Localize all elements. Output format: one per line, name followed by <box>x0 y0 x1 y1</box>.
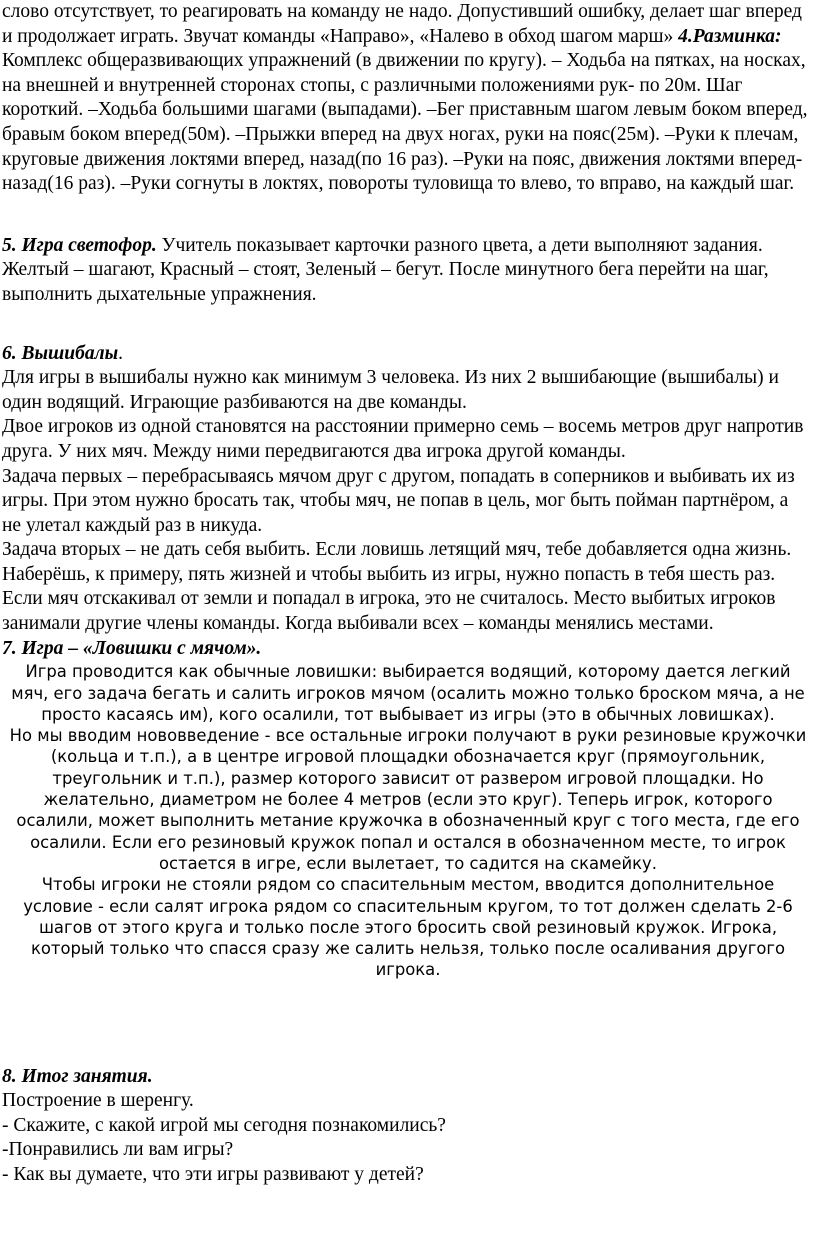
traps-paragraph-3: Чтобы игроки не стояли рядом со спасительным местом, вводится дополнительное условие - если салят игрока рядом со спасительным кругом, то тот должен сделать 2-6 шагов от этого круга и только после этого бросить свой резиновый кружок. Игрока, который только что спасся сразу же салить нельзя, только после осаливания другого игрока. <box>23 875 793 980</box>
warmup-paragraph <box>0 0 816 197</box>
summary-line: Построение в шеренгу. <box>2 1090 194 1112</box>
dodgeball-heading <box>0 342 816 367</box>
summary-title: 8. Итог занятия. <box>2 1065 153 1087</box>
traffic-light-title: 5. Игра светофор. <box>2 234 157 256</box>
dodgeball-paragraph-1: Для игры в вышибалы нужно как минимум 3 человека. Из них 2 вышибающие (вышибалы) и один водящий. Играющие разбиваются на две команды. <box>2 367 779 413</box>
spacer <box>0 981 816 1065</box>
summary-line: - Как вы думаете, что эти игры развивают у детей? <box>2 1164 424 1186</box>
traffic-light-paragraph <box>0 234 816 308</box>
dodgeball-title: 6. Вышибалы <box>2 342 119 364</box>
summary-line: - Скажите, с какой игрой мы сегодня познакомились? <box>2 1114 446 1136</box>
traps-paragraph-2: Но мы вводим нововведение - все остальные игроки получают в руки резиновые кружочки (кольца и т.п.), а в центре игровой площадки обозначается круг (прямоугольник, треугольник и т.п.), размер которого зависит от развером игровой площадки. Но желательно, диаметром не более 4 метров (если это круг). Теперь игрок, которого осалили, может выполнить метание кружочка в обозначенный круг с того места, где его осалили. Если его резиновый кружок попал и остался в обозначенном месте, то игрок остается в игре, если вылетает, то садится на скамейку. <box>9 726 807 873</box>
warmup-intro-text: слово отсутствует, то реагировать на команду не надо. Допустивший ошибку, делает шаг вперед и продолжает играть. Звучат команды «Направо», «Налево в обход шагом марш» <box>2 1 802 47</box>
spacer <box>0 308 816 342</box>
spacer <box>0 197 816 234</box>
warmup-text: Комплекс общеразвивающих упражнений (в движении по кругу). – Ходьба на пятках, на носках, на внешней и внутренней сторонах стопы, с различными положениями рук- по 20м. Шаг короткий. –Ходьба большими шагами (выпадами). –Бег приставным шагом левым боком вперед, бравым боком вперед(50м). –Прыжки вперед на двух ногах, руки на пояс(25м). –Руки к плечам, круговые движения локтями вперед, назад(по 16 раз). –Руки на пояс, движения локтями вперед-назад(16 раз). –Руки согнуты в локтях, повороты туловища то влево, то вправо, на каждый шаг. <box>2 50 808 195</box>
traps-paragraph-1: Игра проводится как обычные ловишки: выбирается водящий, которому дается легкий мяч, его задача бегать и салить игроков мячом (осалить можно только броском мяча, а не просто касаясь им), кого осалили, тот выбывает из игры (это в обычных ловишках). <box>11 662 805 724</box>
traps-title: 7. Игра – «Ловишки с мячом». <box>2 637 262 659</box>
warmup-title: 4.Разминка: <box>678 25 782 47</box>
dodgeball-paragraph-4: Задача вторых – не дать себя выбить. Если ловишь летящий мяч, тебе добавляется одна жизнь. Наберёшь, к примеру, пять жизней и чтобы выбить из игры, нужно попасть в тебя шесть раз. Если мяч отскакивал от земли и попадал в игрока, это не считалось. Место выбитых игроков занимали другие члены команды. Когда выбивали всех – команды менялись местами. <box>2 539 792 635</box>
traffic-light-text: Учитель показывает карточки разного цвета, а дети выполняют задания. Желтый – шагают, Красный – стоят, Зеленый – бегут. После минутного бега перейти на шаг, выполнить дыхательные упражнения. <box>2 234 769 305</box>
summary-line: -Понравились ли вам игры? <box>2 1139 234 1161</box>
dodgeball-paragraph-3: Задача первых – перебрасываясь мячом друг с другом, попадать в соперников и выбивать их из игры. При этом нужно бросать так, чтобы мяч, не попав в цель, мог быть пойман партнёром, а не улетал каждый раз в никуда. <box>2 465 795 536</box>
dodgeball-paragraph-2: Двое игроков из одной становятся на расстоянии примерно семь – восемь метров друг напротив друга. У них мяч. Между ними передвигаются два игрока другой команды. <box>2 416 804 462</box>
dodgeball-title-suffix: . <box>118 342 124 364</box>
